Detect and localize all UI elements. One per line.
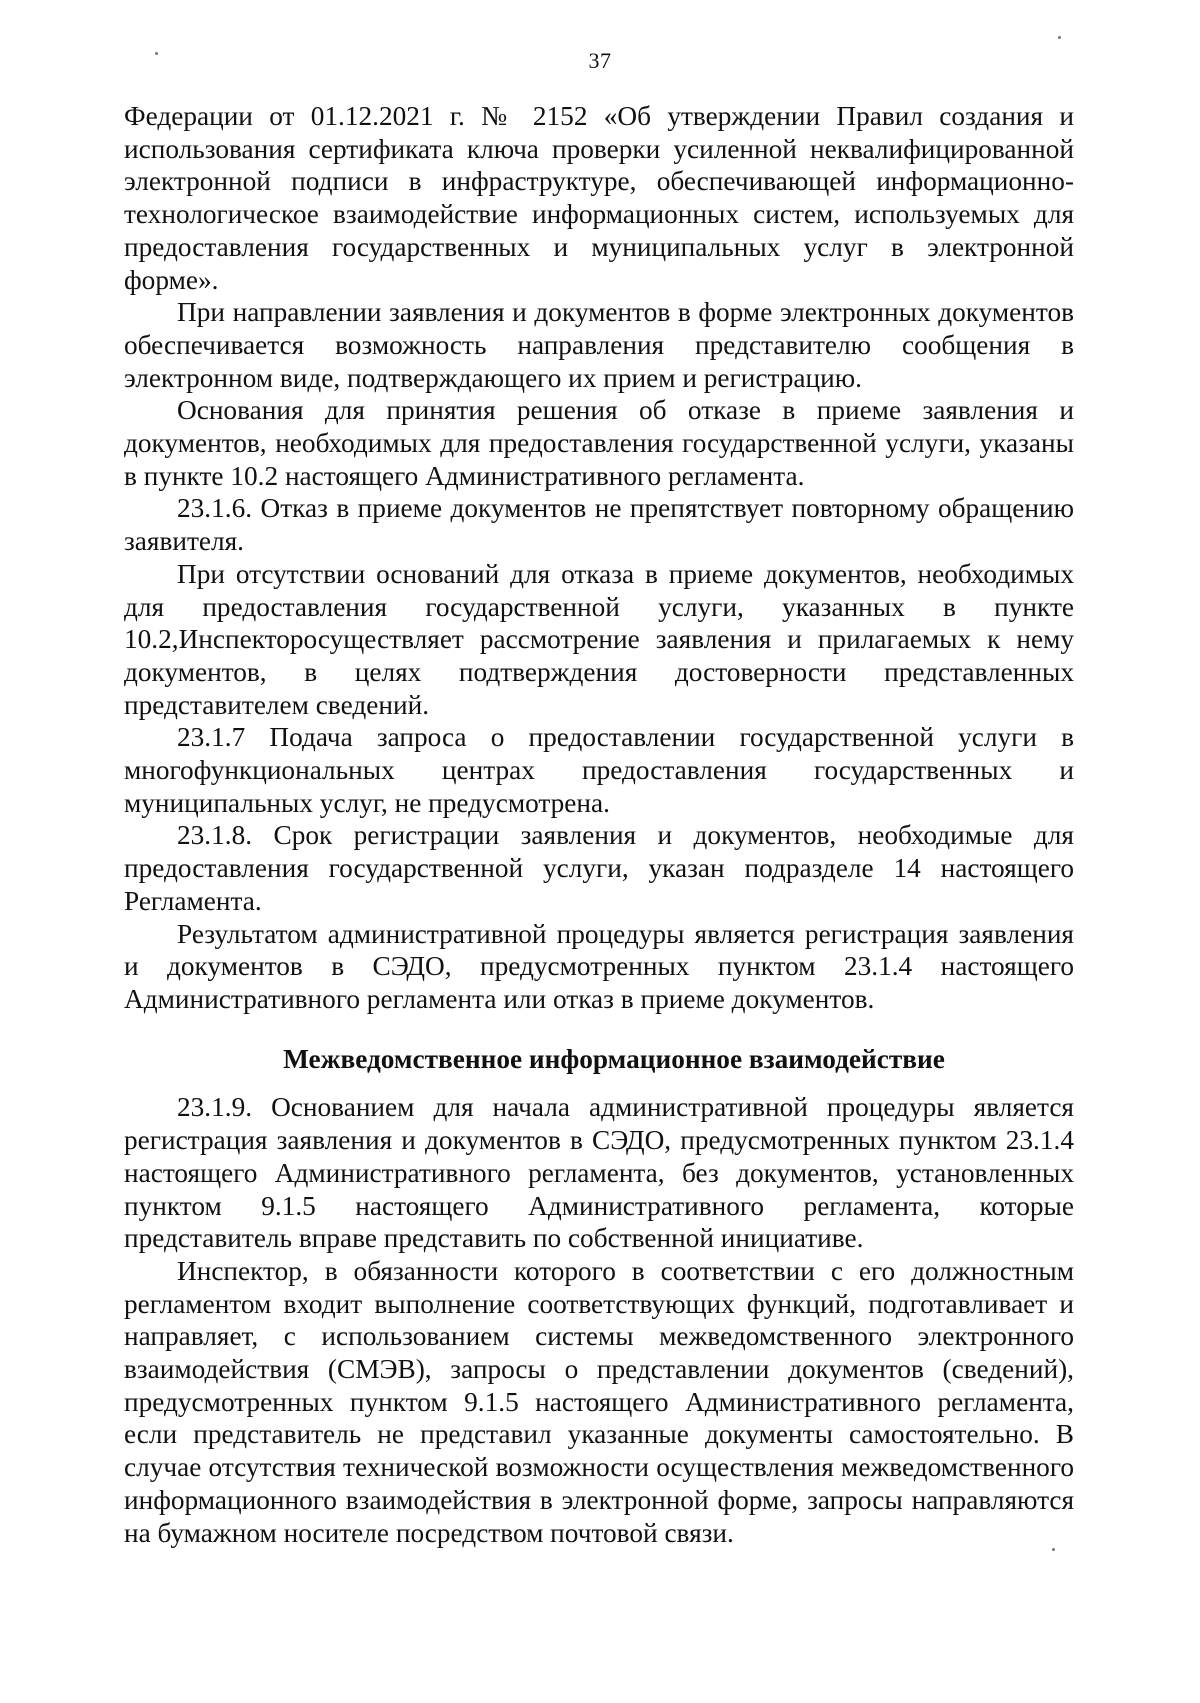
paragraph: 23.1.8. Срок регистрации заявления и документов, необходимые для предоставления государственной услуги, указан подразделе 14 настоящего Регламента. [124, 820, 1074, 916]
paragraph: Федерации от 01.12.2021 г. № 2152 «Об утверждении Правил создания и использования сертификата ключа проверки усиленной неквалифицированной электронной подписи в инфраструктуре, обеспечивающей информационно-технологическое взаимодействие информационных систем, используемых для предоставления государственных и муниципальных услуг в электронной форме». [124, 101, 1074, 295]
document-body [124, 100, 1074, 1549]
paragraph: 23.1.7 Подача запроса о предоставлении государственной услуги в многофункциональных центрах предоставления государственных и муниципальных услуг, не предусмотрена. [124, 722, 1074, 818]
paragraph: Основания для принятия решения об отказе в приеме заявления и документов, необходимых для предоставления государственной услуги, указаны в пункте 10.2 настоящего Административного регламента. [124, 395, 1074, 491]
paragraph: 23.1.6. Отказ в приеме документов не препятствует повторному обращению заявителя. [124, 493, 1074, 557]
paragraph: Инспектор, в обязанности которого в соответствии с его должностным регламентом входит выполнение соответствующих функций, подготавливает и направляет, с использованием системы межведомственного электронного взаимодействия (СМЭВ), запросы о представлении документов (сведений), предусмотренных пунктом 9.1.5 настоящего Административного регламента, если представитель не представил указанные документы самостоятельно. В случае отсутствия технической возможности осуществления межведомственного информационного взаимодействия в электронной форме, запросы направляются на бумажном носителе посредством почтовой связи. [124, 1255, 1074, 1548]
scan-speck [1058, 36, 1061, 39]
page-number: 37 [588, 48, 612, 73]
paragraph: При отсутствии оснований для отказа в приеме документов, необходимых для предоставления государственной услуги, указанных в пункте 10.2,Инспекторосуществляет рассмотрение заявления и прилагаемых к нему документов, в целях подтверждения достоверности представленных представителем сведений. [124, 558, 1074, 720]
section-heading: Межведомственное информационное взаимодействие [283, 1043, 945, 1074]
paragraph: Результатом административной процедуры является регистрация заявления и документов в СЭДО, предусмотренных пунктом 23.1.4 настоящего Административного регламента или отказ в приеме документов. [124, 918, 1074, 1014]
paragraph: При направлении заявления и документов в форме электронных документов обеспечивается возможность направления представителю сообщения в электронном виде, подтверждающего их прием и регистрацию. [124, 297, 1074, 393]
paragraph: 23.1.9. Основанием для начала административной процедуры является регистрация заявления и документов в СЭДО, предусмотренных пунктом 23.1.4 настоящего Административного регламента, без документов, установленных пунктом 9.1.5 настоящего Административного регламента, которые представитель вправе представить по собственной инициативе. [124, 1092, 1074, 1254]
